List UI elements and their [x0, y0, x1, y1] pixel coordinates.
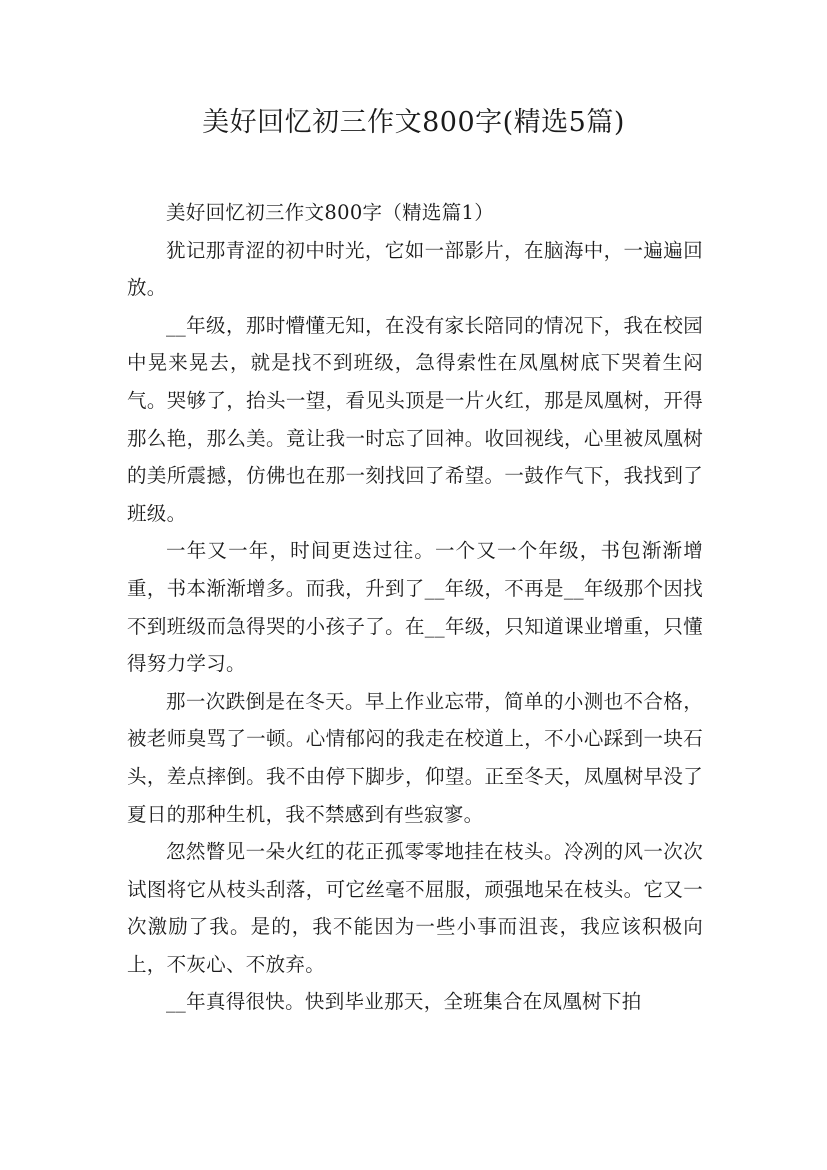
- paragraph: 犹记那青涩的初中时光，它如一部影片，在脑海中，一遍遍回放。: [127, 238, 703, 300]
- paragraph: 那一次跌倒是在冬天。早上作业忘带，简单的小测也不合格，被老师臭骂了一顿。心情郁闷的我走在校道上，不小心踩到一块石头，差点摔倒。我不由停下脚步，仰望。正至冬天，凤凰树早没了夏日的那种生机，我不禁感到有些寂寥。: [127, 689, 703, 826]
- paragraph: 一年又一年，时间更迭过往。一个又一个年级，书包渐渐增重，书本渐渐增多。而我，升到了__年级，不再是__年级那个因找不到班级而急得哭的小孩子了。在__年级，只知道课业增重，只懂得努力学习。: [127, 539, 703, 676]
- section-heading: 美好回忆初三作文800字（精选篇1）: [166, 201, 495, 224]
- document-body: [127, 194, 703, 1021]
- paragraph: __年级，那时懵懂无知，在没有家长陪同的情况下，我在校园中晃来晃去，就是找不到班级，急得索性在凤凰树底下哭着生闷气。哭够了，抬头一望，看见头顶是一片火红，那是凤凰树，开得那么艳，那么美。竟让我一时忘了回神。收回视线，心里被凤凰树的美所震撼，仿佛也在那一刻找回了希望。一鼓作气下，我找到了班级。: [127, 313, 703, 525]
- paragraph: 忽然瞥见一朵火红的花正孤零零地挂在枝头。冷冽的风一次次试图将它从枝头刮落，可它丝毫不屈服，顽强地呆在枝头。它又一次激励了我。是的，我不能因为一些小事而沮丧，我应该积极向上，不灰心、不放弃。: [127, 840, 703, 976]
- paragraph: __年真得很快。快到毕业那天，全班集合在凤凰树下拍: [166, 990, 642, 1014]
- document-title: 美好回忆初三作文800字(精选5篇): [202, 107, 625, 138]
